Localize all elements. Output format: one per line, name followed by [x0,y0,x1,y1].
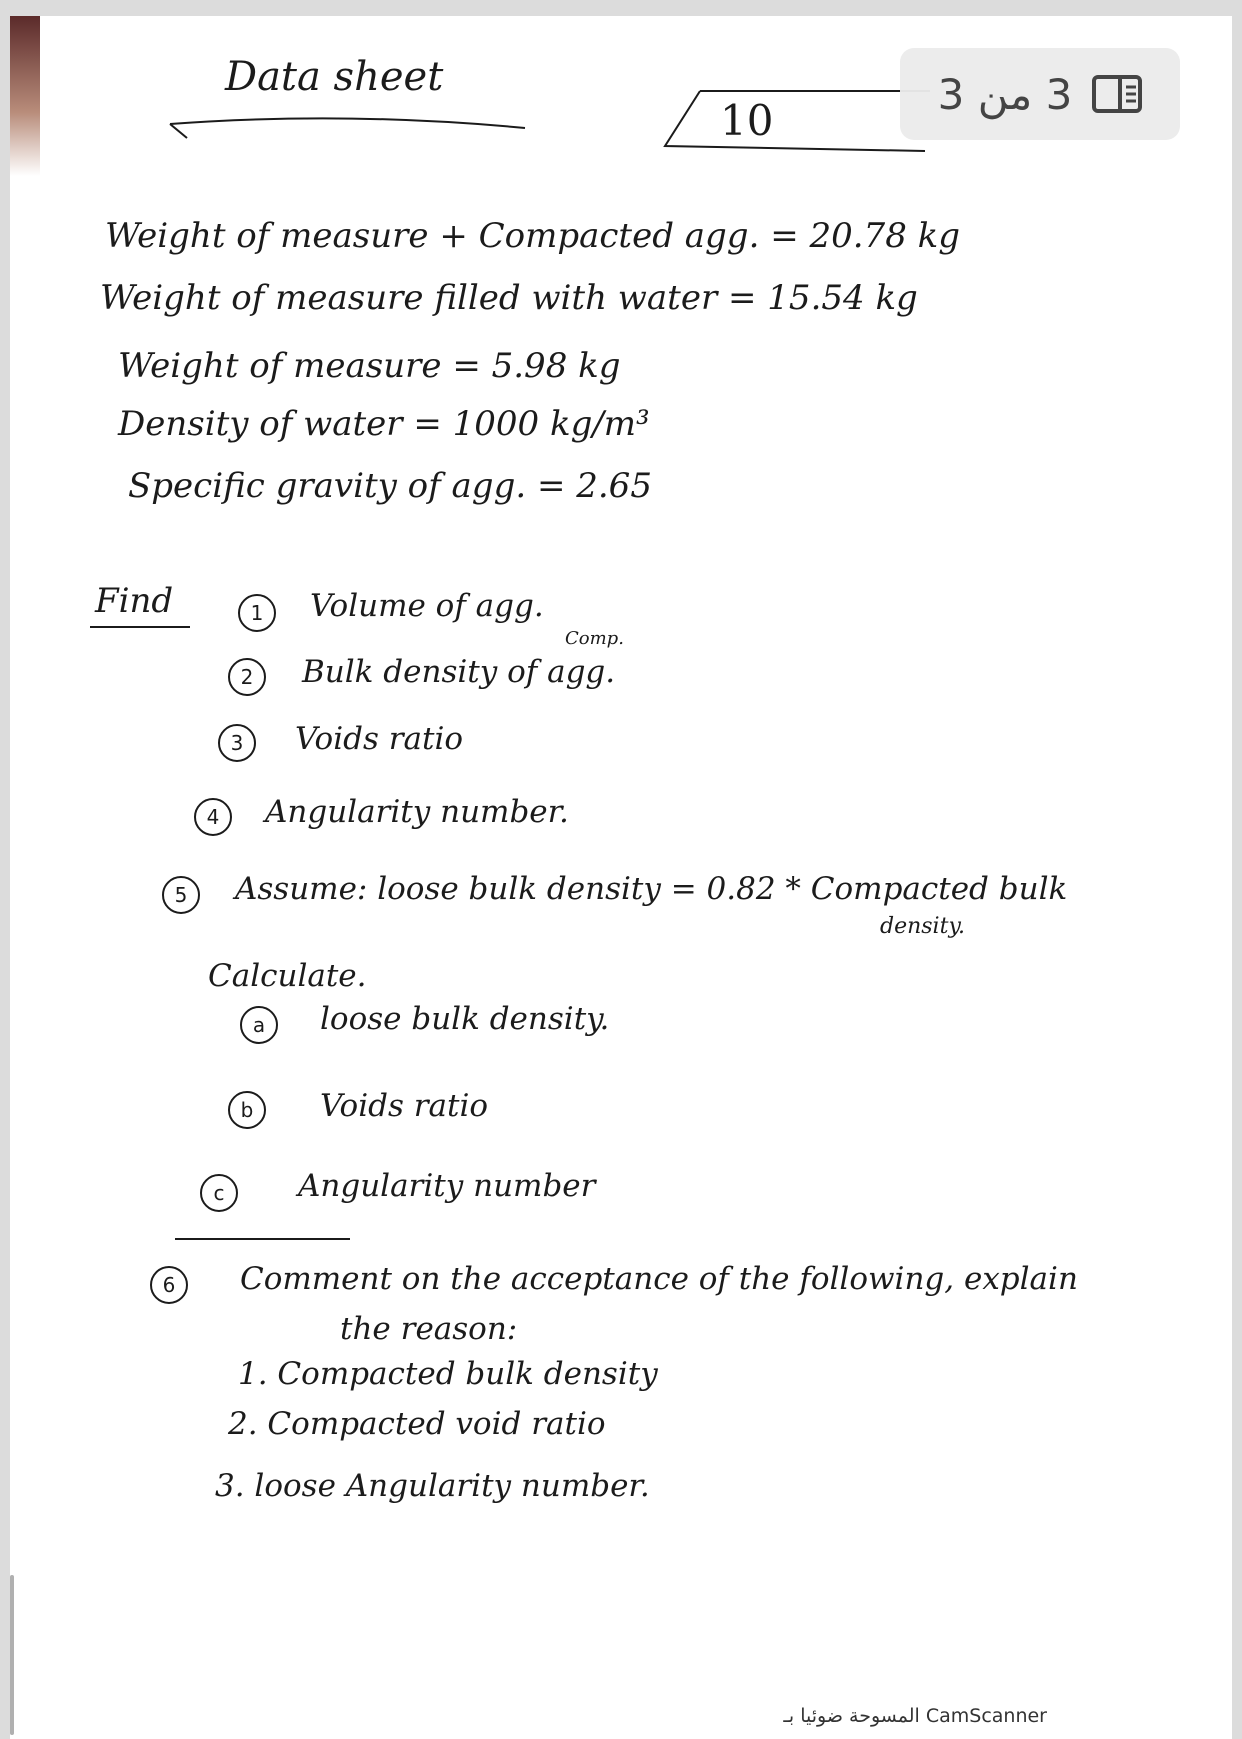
scan-edge [10,16,40,176]
data-line: Weight of measure + Compacted agg. = 20.78 kg [105,216,960,256]
item-5-cont: density. [880,914,965,939]
item-number: 1 [238,594,276,632]
find-item-note: Comp. [565,628,624,649]
separator-line [175,1238,350,1240]
item-number: 6 [150,1266,188,1304]
item-number: 5 [162,876,200,914]
item-letter: c [200,1174,238,1212]
scanner-footer: المسوحة ضوئيا بـ CamScanner [783,1705,1047,1727]
comment-item: 1. Compacted bulk density [238,1356,658,1392]
data-line: Density of water = 1000 kg/m³ [118,404,650,444]
title-underline [165,106,535,146]
corner-number-box [660,71,940,171]
item-number: 4 [194,798,232,836]
scrollbar[interactable] [10,1575,14,1735]
page-layout-icon [1092,75,1142,113]
calc-item: Angularity number [298,1168,596,1204]
item-number: 3 [218,724,256,762]
find-item: Bulk density of agg. [302,654,616,690]
comment-item: 3. loose Angularity number. [215,1468,650,1504]
item-letter: a [240,1006,278,1044]
comment-item: 2. Compacted void ratio [228,1406,606,1442]
data-line: Weight of measure = 5.98 kg [118,346,621,386]
calc-item: loose bulk density. [320,1001,610,1037]
find-underline [90,626,190,628]
document-title: Data sheet [225,54,444,100]
calculate-label: Calculate. [208,958,367,994]
item-6-text: Comment on the acceptance of the following, explain [240,1261,1078,1297]
find-item: Volume of agg. [310,588,544,624]
calc-item: Voids ratio [320,1088,489,1124]
page-indicator[interactable] [900,48,1180,140]
item-5-text: Assume: loose bulk density = 0.82 * Compacted bulk [235,871,1068,907]
find-item: Angularity number. [265,794,569,830]
data-line: Weight of measure filled with water = 15.54 kg [100,278,918,318]
corner-number: 10 [720,96,774,145]
scanned-page [10,16,1232,1739]
item-6-cont: the reason: [340,1311,518,1347]
data-line: Specific gravity of agg. = 2.65 [128,466,652,506]
page-indicator-text: 3 من 3 [937,69,1073,119]
find-item: Voids ratio [295,721,464,757]
find-label: Find [95,581,174,621]
item-letter: b [228,1091,266,1129]
item-number: 2 [228,658,266,696]
